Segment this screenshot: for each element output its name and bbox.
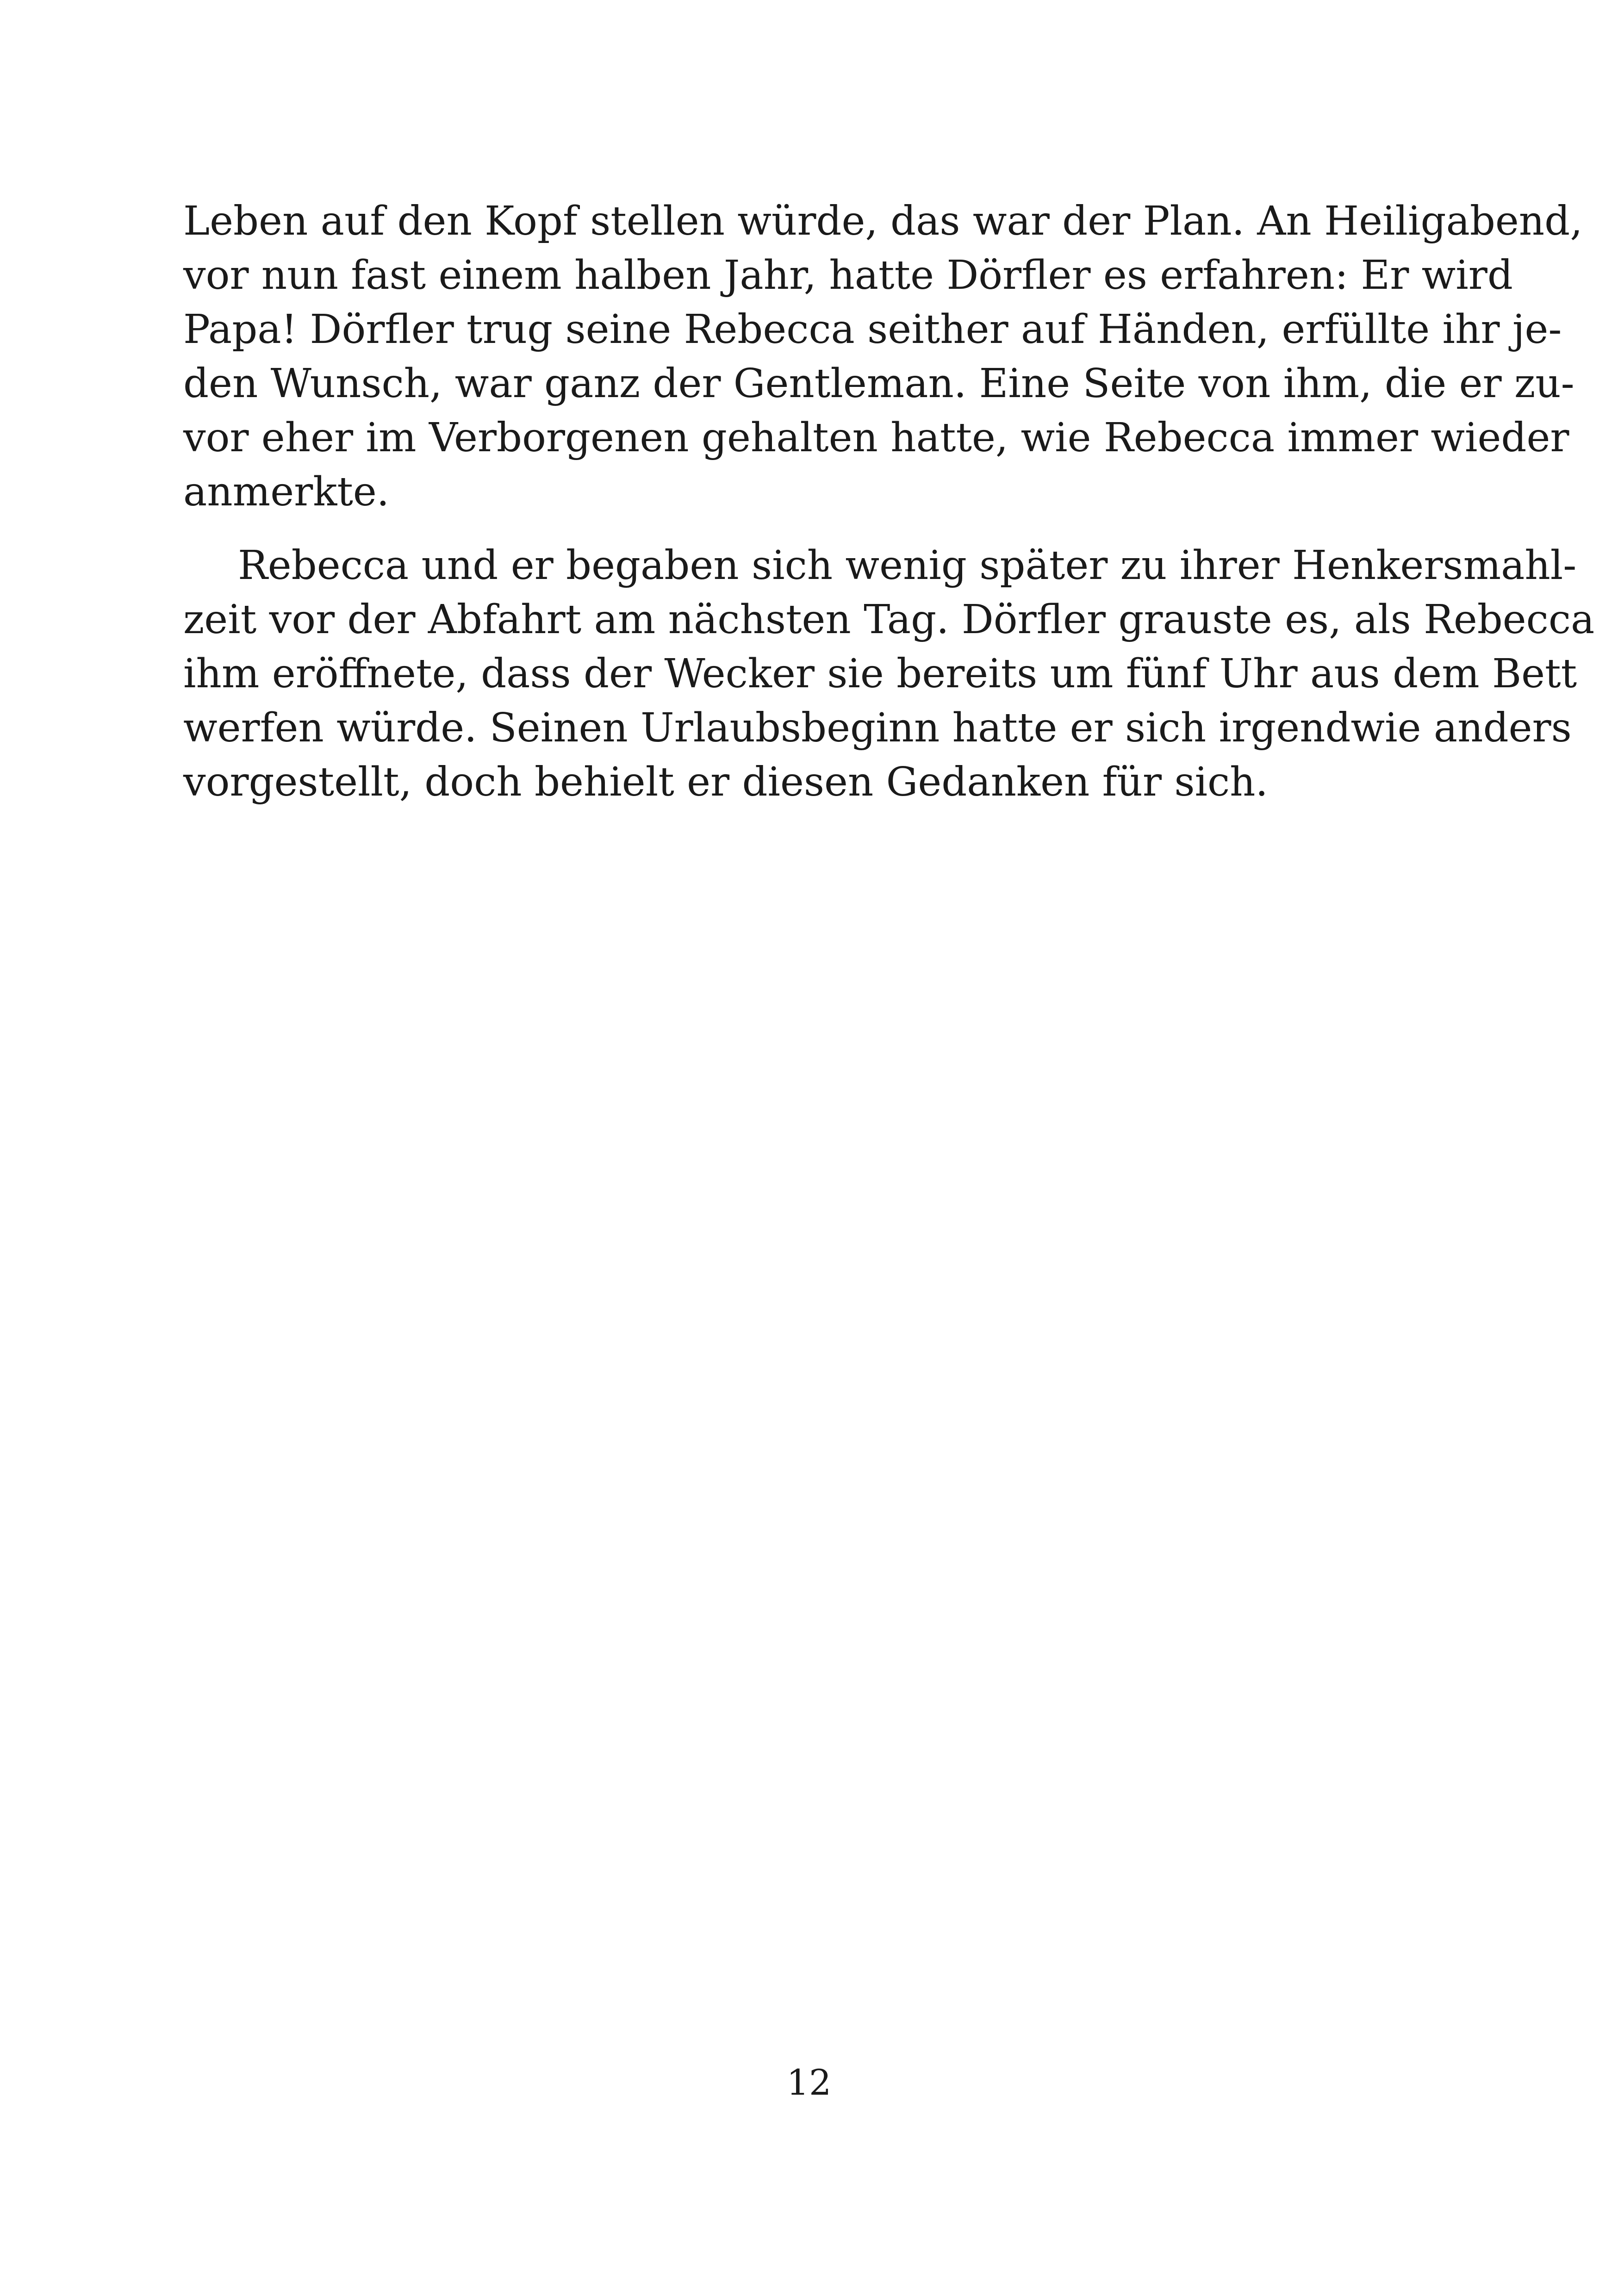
text-line: den Wunsch, war ganz der Gentleman. Eine Seite von ihm, die er zu- xyxy=(183,361,1574,407)
text-line: werfen würde. Seinen Urlaubsbeginn hatte er sich irgendwie anders xyxy=(183,705,1572,751)
text-line: anmerkte. xyxy=(183,469,390,515)
text-line: ihm eröffnete, dass der Wecker sie bereits um fünf Uhr aus dem Bett xyxy=(183,651,1577,697)
text-line: zeit vor der Abfahrt am nächsten Tag. Dörfler grauste es, als Rebecca xyxy=(183,597,1595,643)
text-line: vorgestellt, doch behielt er diesen Gedanken für sich. xyxy=(183,759,1268,805)
text-line: Leben auf den Kopf stellen würde, das war der Plan. An Heiligabend, xyxy=(183,198,1583,244)
text-line: vor eher im Verborgenen gehalten hatte, wie Rebecca immer wieder xyxy=(183,415,1569,461)
paragraph-2 xyxy=(183,539,1595,809)
text-line: Papa! Dörfler trug seine Rebecca seither auf Händen, erfüllte ihr je- xyxy=(183,306,1562,353)
paragraph-1 xyxy=(183,194,1583,519)
text-line: vor nun fast einem halben Jahr, hatte Dörfler es erfahren: Er wird xyxy=(183,252,1513,299)
text-line: Rebecca und er begaben sich wenig später zu ihrer Henkersmahl- xyxy=(238,542,1577,589)
body-text xyxy=(183,194,1595,809)
page-number: 12 xyxy=(786,2062,832,2103)
